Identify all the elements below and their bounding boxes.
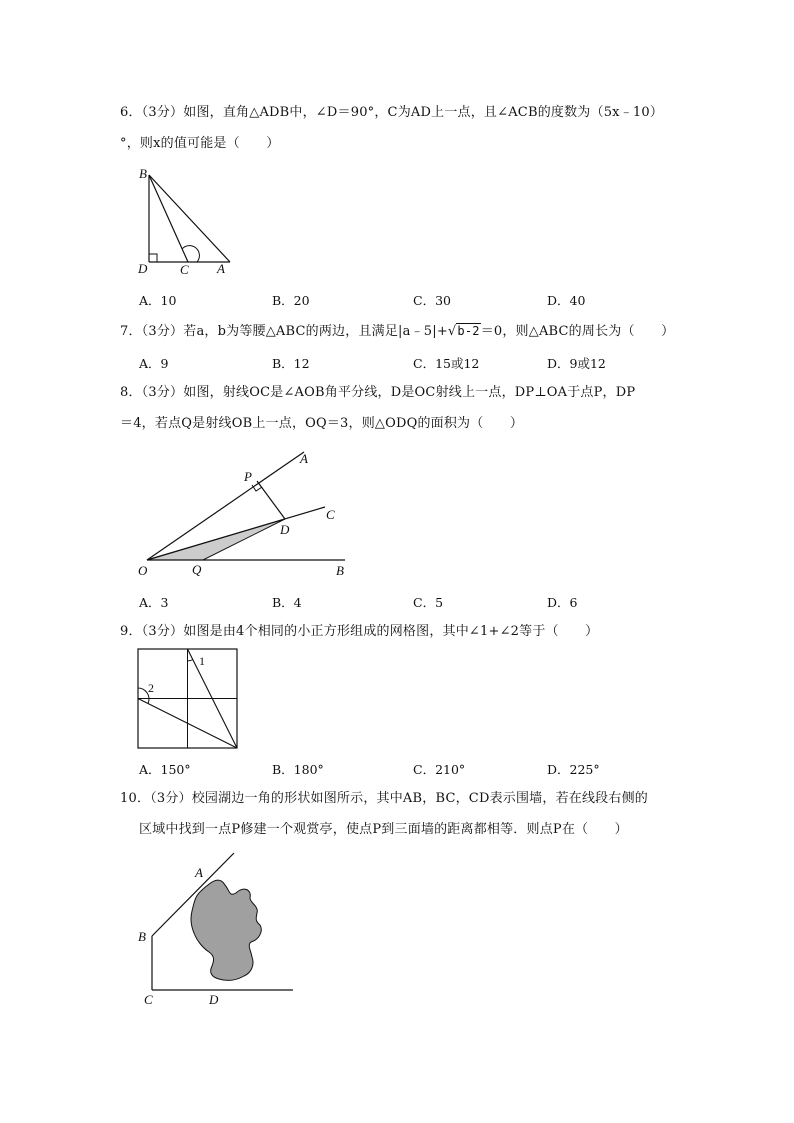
q6-label-d: D [138, 261, 148, 276]
q8-label-p: P [244, 469, 252, 484]
q6-right-angle-mark [149, 254, 157, 262]
q9-angle1-arc [188, 660, 194, 662]
q6-label-b: B [139, 166, 147, 181]
q8-label-d: D [280, 522, 290, 537]
q6-options [139, 291, 659, 311]
q8-label-a: A [300, 451, 308, 466]
question-10 [120, 783, 680, 845]
q10-lake [191, 880, 261, 980]
question-6 [120, 97, 680, 159]
q7-option-b[interactable]: B．12 [272, 356, 310, 371]
q7-option-a[interactable]: A．9 [139, 356, 169, 371]
q10-line1: 10．（3分）校园湖边一角的形状如图所示，其中AB，BC，CD表示围墙，若在线段右侧的 [120, 791, 648, 806]
q9-option-c[interactable]: C．210° [413, 762, 466, 777]
q8-label-c: C [326, 507, 335, 522]
q9-options [139, 760, 659, 780]
q8-label-b: B [336, 563, 344, 578]
q10-label-c: C [144, 992, 153, 1007]
q7-option-c[interactable]: C．15或12 [413, 356, 480, 371]
question-9 [120, 616, 680, 647]
q8-options [139, 593, 659, 613]
q9-label-1: 1 [199, 654, 205, 668]
q6-figure [130, 162, 240, 280]
q8-option-c[interactable]: C．5 [413, 595, 444, 610]
q9-option-a[interactable]: A．150° [139, 762, 191, 777]
q8-label-q: Q [192, 562, 202, 577]
q10-label-b: B [138, 929, 146, 944]
q6-line-ba [149, 175, 230, 262]
q8-option-b[interactable]: B．4 [272, 595, 302, 610]
q7-sqrt: √b-2 [447, 324, 480, 339]
q9-line1: 9．（3分）如图是由4个相同的小正方形组成的网格图，其中∠1+∠2等于（ ） [120, 624, 599, 639]
q6-option-a[interactable]: A．10 [139, 293, 177, 308]
q10-figure [133, 845, 303, 1010]
q9-option-b[interactable]: B．180° [272, 762, 324, 777]
q6-option-b[interactable]: B．20 [272, 293, 310, 308]
q9-label-2: 2 [148, 681, 154, 695]
q6-line1: 6．（3分）如图，直角△ADB中，∠D＝90°，C为AD上一点，且∠ACB的度数为（5x﹣10） [120, 105, 664, 120]
q6-label-a: A [217, 261, 225, 276]
q6-label-c: C [180, 262, 189, 277]
q8-option-a[interactable]: A．3 [139, 595, 169, 610]
q8-figure [130, 442, 360, 582]
q7-text-before: 7．（3分）若a，b为等腰△ABC的两边，且满足|a﹣5|+ [120, 324, 448, 339]
q6-option-d[interactable]: D．40 [547, 293, 586, 308]
q8-segment-dp [257, 481, 285, 519]
q9-figure [133, 645, 243, 753]
q10-label-a: A [195, 865, 203, 880]
question-8 [120, 377, 680, 439]
q8-line2: ＝4，若点Q是射线OB上一点，OQ＝3，则△ODQ的面积为（ ） [120, 416, 524, 431]
q8-option-d[interactable]: D．6 [547, 595, 578, 610]
q7-text-after: ＝0，则△ABC的周长为（ ） [480, 324, 675, 339]
q8-line1: 8．（3分）如图，射线OC是∠AOB角平分线，D是OC射线上一点，DP⊥OA于点P，DP [120, 385, 636, 400]
q6-option-c[interactable]: C．30 [413, 293, 451, 308]
q10-line2: 区域中找到一点P修建一个观赏亭，使点P到三面墙的距离都相等．则点P在（ ） [139, 822, 628, 837]
q8-ray-oc [147, 507, 325, 560]
q10-label-d: D [209, 992, 219, 1007]
q6-line2: °，则x的值可能是（ ） [120, 136, 280, 151]
q9-option-d[interactable]: D．225° [547, 762, 600, 777]
q8-label-o: O [138, 563, 148, 578]
question-7 [120, 316, 680, 347]
q7-sqrt-radicand: b-2 [457, 324, 480, 338]
q7-options [139, 354, 659, 374]
q7-option-d[interactable]: D．9或12 [547, 356, 606, 371]
